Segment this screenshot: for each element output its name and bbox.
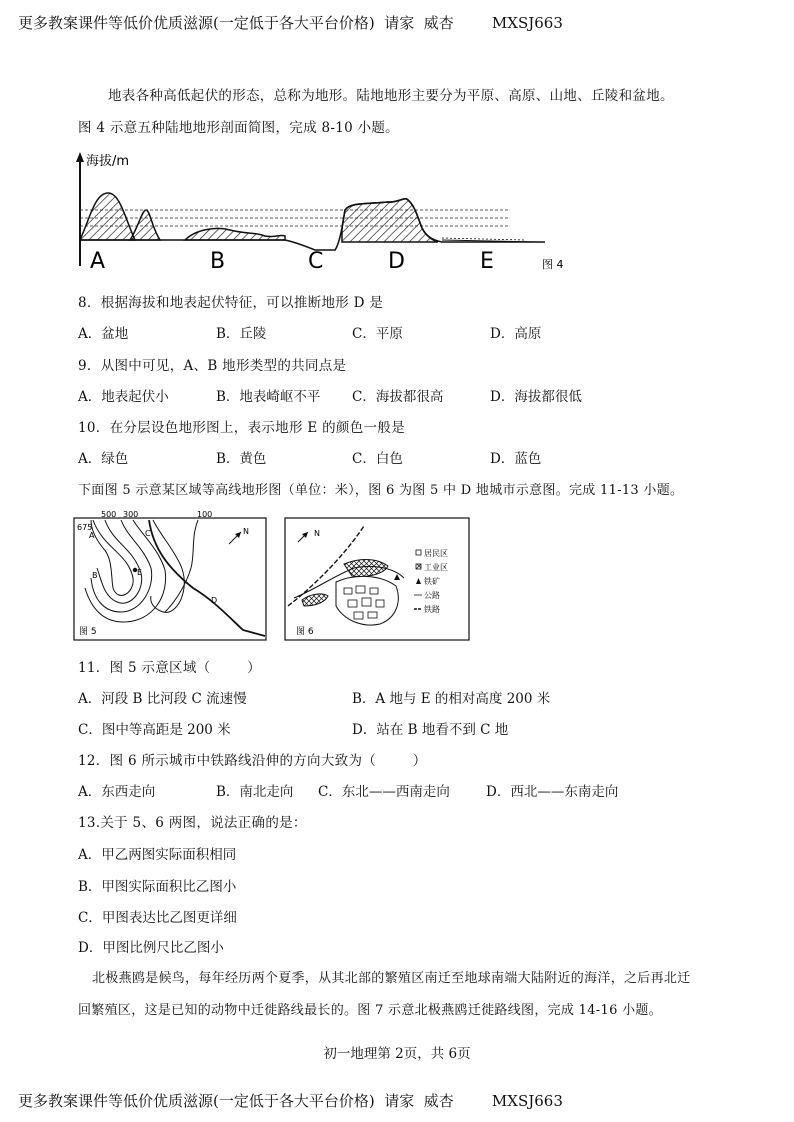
north-label: N bbox=[243, 527, 249, 536]
point-D: D bbox=[211, 596, 218, 605]
q8-option-a[interactable]: A．盆地 bbox=[78, 326, 129, 342]
q8-stem: 8．根据海拔和地表起伏特征，可以推断地形 D 是 bbox=[78, 295, 384, 311]
terrain-D bbox=[342, 199, 438, 242]
q12-option-b[interactable]: B．南北走向 bbox=[216, 784, 294, 800]
contour-label-300: 300 bbox=[123, 510, 139, 519]
label-A: A bbox=[90, 249, 106, 272]
figure-4-terrain-profile bbox=[70, 148, 580, 272]
passage-line-1: 北极燕鸥是候鸟，每年经历两个夏季，从其北部的繁殖区南迁至地球南端大陆附近的海洋，之后再北迁 bbox=[92, 971, 691, 986]
figure-6-caption: 图 6 bbox=[296, 627, 314, 637]
north-label-6: N bbox=[314, 529, 320, 538]
point-A: A bbox=[89, 531, 95, 540]
q9-option-c[interactable]: C．海拔都很高 bbox=[352, 389, 444, 405]
legend-highway: 公路 bbox=[424, 591, 440, 600]
y-axis-arrow bbox=[76, 152, 84, 162]
q13-option-c[interactable]: C．甲图表达比乙图更详细 bbox=[78, 910, 237, 926]
q12-option-a[interactable]: A．东西走向 bbox=[78, 784, 156, 800]
q11-option-c[interactable]: C．图中等高距是 200 米 bbox=[78, 722, 231, 738]
legend-railway: 铁路 bbox=[424, 605, 440, 614]
q11-option-d[interactable]: D．站在 B 地看不到 C 地 bbox=[352, 722, 509, 738]
label-C: C bbox=[308, 249, 324, 272]
point-E: E bbox=[137, 568, 143, 577]
q8-option-d[interactable]: D．高原 bbox=[490, 326, 542, 342]
passage-line-2: 回繁殖区，这是已知的动物中迁徙路线最长的。图 7 示意北极燕鸥迁徙路线图，完成 14-16 小题。 bbox=[78, 1003, 662, 1018]
label-D: D bbox=[388, 249, 405, 272]
contour-label-100: 100 bbox=[197, 510, 213, 519]
q10-option-d[interactable]: D．蓝色 bbox=[490, 451, 542, 467]
legend-residential: 居民区 bbox=[424, 549, 448, 558]
legend-industrial: 工业区 bbox=[424, 563, 448, 572]
terrain-B bbox=[185, 228, 285, 240]
q9-option-a[interactable]: A．地表起伏小 bbox=[78, 389, 169, 405]
y-axis-label: 海拔/m bbox=[86, 154, 130, 169]
q10-option-c[interactable]: C．白色 bbox=[352, 451, 403, 467]
q11-stem: 11．图 5 示意区域（ ） bbox=[78, 660, 261, 676]
label-B: B bbox=[210, 249, 226, 272]
intro-2: 下面图 5 示意某区域等高线地形图（单位：米），图 6 为图 5 中 D 地城市示意图。完成 11-13 小题。 bbox=[78, 483, 684, 498]
intro-line-2: 图 4 示意五种陆地地形剖面简图，完成 8-10 小题。 bbox=[78, 120, 399, 136]
page-footer: 初一地理第 2页，共 6页 bbox=[323, 1046, 471, 1062]
legend-iron-mine: 铁矿 bbox=[424, 577, 440, 586]
q12-option-c[interactable]: C．东北——西南走向 bbox=[318, 784, 450, 800]
page-header-bottom: 更多教案课件等低价优质滋源(一定低于各大平台价格) 请家 威杏 MXSJ663 bbox=[18, 1092, 563, 1110]
q9-option-b[interactable]: B．地表崎岖不平 bbox=[216, 389, 321, 405]
point-B: B bbox=[92, 571, 98, 580]
figure-6-city-map bbox=[284, 516, 472, 642]
q9-stem: 9．从图中可见，A、B 地形类型的共同点是 bbox=[78, 358, 347, 374]
q9-option-d[interactable]: D．海拔都很低 bbox=[490, 389, 582, 405]
q13-option-b[interactable]: B．甲图实际面积比乙图小 bbox=[78, 879, 237, 895]
q10-option-b[interactable]: B．黄色 bbox=[216, 451, 267, 467]
q12-stem: 12．图 6 所示城市中铁路线沿伸的方向大致为（ ） bbox=[78, 753, 427, 769]
q12-option-d[interactable]: D．西北——东南走向 bbox=[486, 784, 619, 800]
figure-4-caption: 图 4 bbox=[542, 258, 564, 271]
q8-option-c[interactable]: C．平原 bbox=[352, 326, 403, 342]
q11-option-b[interactable]: B．A 地与 E 的相对高度 200 米 bbox=[352, 691, 551, 707]
q8-option-b[interactable]: B．丘陵 bbox=[216, 326, 267, 342]
point-C: C bbox=[145, 529, 151, 538]
peak-label: 675 bbox=[77, 523, 93, 532]
q11-option-a[interactable]: A．河段 B 比河段 C 流速慢 bbox=[78, 691, 247, 707]
figure-5-caption: 图 5 bbox=[79, 627, 97, 637]
terrain-A bbox=[80, 193, 135, 240]
q10-stem: 10．在分层设色地形图上，表示地形 E 的颜色一般是 bbox=[78, 420, 405, 436]
q10-option-a[interactable]: A．绿色 bbox=[78, 451, 129, 467]
q13-option-d[interactable]: D．甲图比例尺比乙图小 bbox=[78, 940, 224, 956]
contour-label-500: 500 bbox=[101, 510, 117, 519]
intro-line-1: 地表各种高低起伏的形态，总称为地形。陆地地形主要分为平原、高原、山地、丘陵和盆地。 bbox=[108, 88, 674, 104]
label-E: E bbox=[480, 249, 494, 272]
page-header: 更多教案课件等低价优质滋源(一定低于各大平台价格) 请家 威杏 MXSJ663 bbox=[18, 14, 563, 32]
q13-stem: 13.关于 5、6 两图，说法正确的是： bbox=[78, 815, 307, 831]
q13-option-a[interactable]: A．甲乙两图实际面积相同 bbox=[78, 847, 237, 863]
figure-5-contour-map bbox=[73, 508, 269, 642]
